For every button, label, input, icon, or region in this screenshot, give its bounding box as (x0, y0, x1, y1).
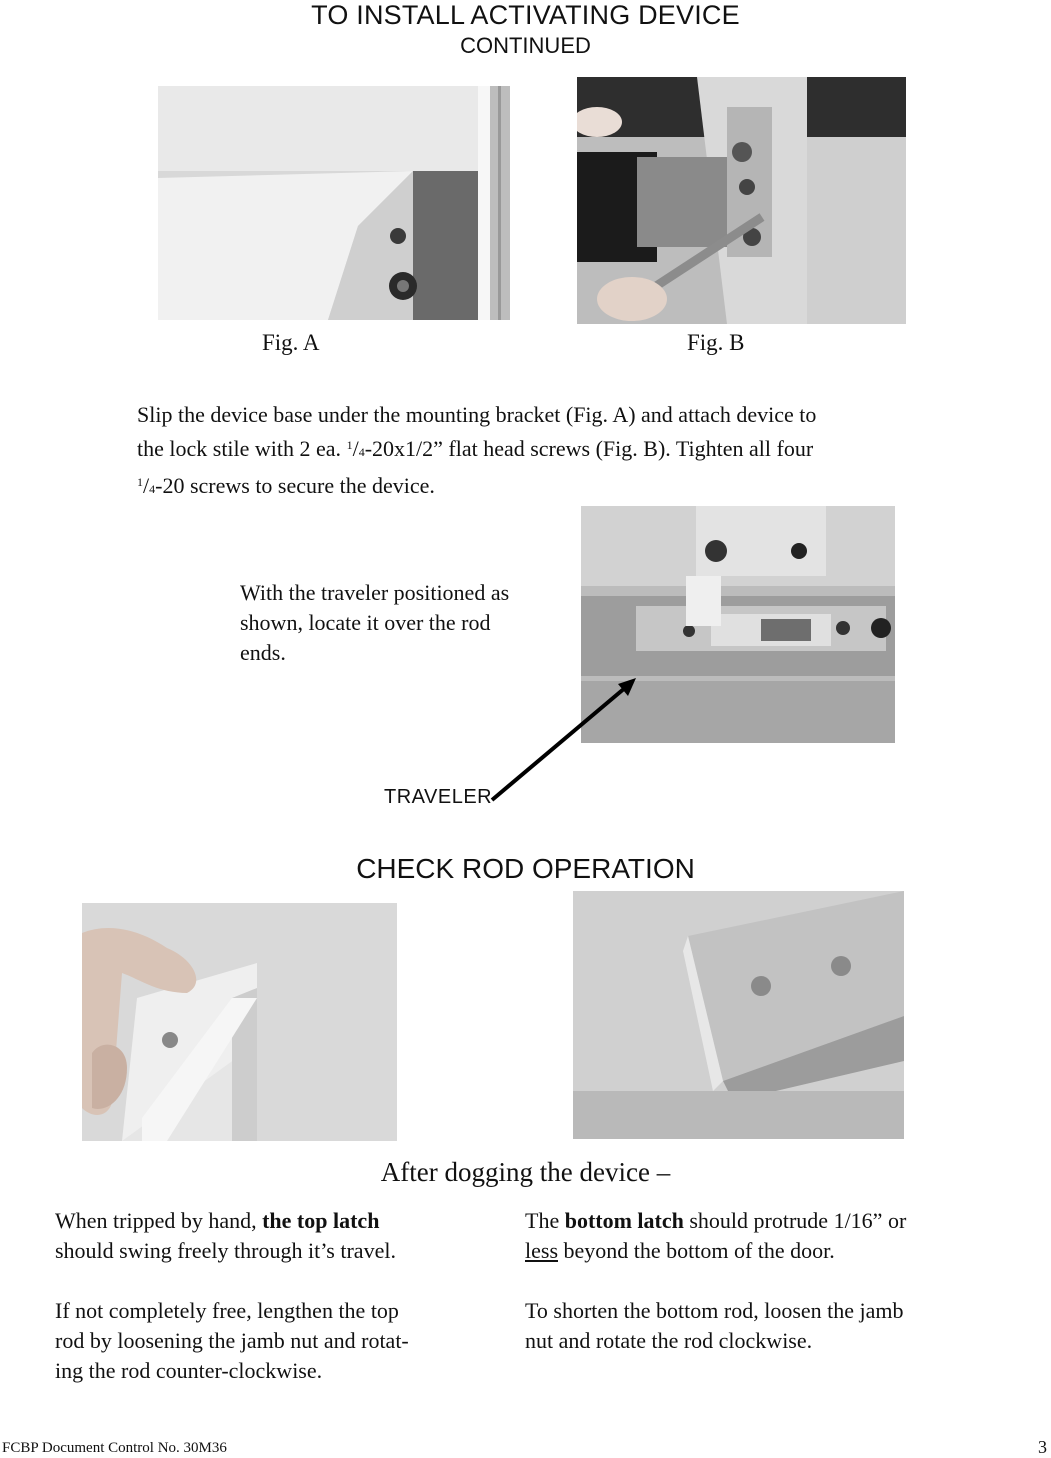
page-subtitle: CONTINUED (460, 33, 591, 58)
fig-a-photo (158, 86, 510, 320)
check-rod-heading: CHECK ROD OPERATION (356, 853, 695, 884)
traveler-label: TRAVELER (384, 786, 493, 808)
top-latch-p2: If not completely free, lengthen the top (55, 1298, 399, 1323)
instruction-line-2: the lock stile with 2 ea. $^1$/4-20x1/2” flat head screws (Fig. B). Tighten all four (137, 436, 814, 461)
top-latch-photo (82, 903, 397, 1141)
after-dogging-heading: After dogging the device – (380, 1157, 671, 1187)
page-number: 3 (1038, 1437, 1047, 1457)
bottom-latch-photo (573, 891, 904, 1139)
fig-b-caption: Fig. B (687, 330, 745, 355)
traveler-pointer-arrow (480, 672, 650, 807)
fig-a-caption: Fig. A (262, 330, 320, 355)
bottom-latch-p2: To shorten the bottom rod, loosen the jamb (525, 1298, 904, 1323)
instruction-line-1: Slip the device base under the mounting bracket (Fig. A) and attach device to (137, 402, 817, 427)
top-latch-p1: When tripped by hand, the top latch (55, 1208, 380, 1233)
bottom-latch-instructions: The bottom latch should protrude 1/16” or less beyond the bottom of the door. To shorten the bottom rod, loosen the jamb nut and rotate the rod clockwise. (525, 1206, 995, 1356)
install-instructions (137, 400, 957, 504)
fig-b-photo (577, 77, 906, 324)
top-latch-instructions: When tripped by hand, the top latch should swing freely through it’s travel. If not completely free, lengthen the top rod by loosening the jamb nut and rotat- ing the rod counter-clockwise. (55, 1206, 495, 1386)
instruction-line-3: $^1$/4-20 screws to secure the device. (137, 473, 435, 498)
bottom-latch-p1: The bottom latch should protrude 1/16” or (525, 1208, 907, 1233)
page-title: TO INSTALL ACTIVATING DEVICE (311, 0, 740, 30)
traveler-instructions: With the traveler positioned as shown, locate it over the rod ends. (240, 580, 510, 665)
doc-control-number: FCBP Document Control No. 30M36 (2, 1440, 227, 1456)
